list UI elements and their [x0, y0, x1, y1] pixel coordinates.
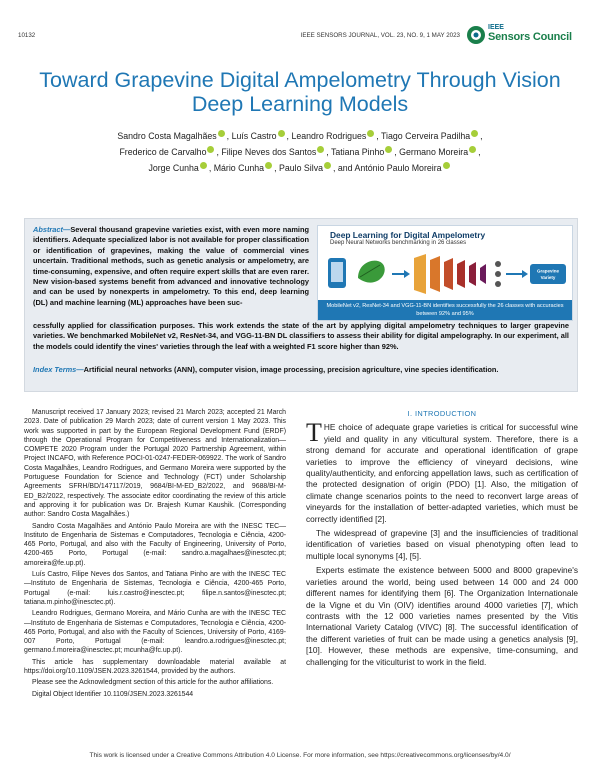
orcid-icon[interactable] — [469, 146, 476, 153]
leaf-icon — [358, 261, 385, 283]
author: Filipe Neves dos Santos — [221, 146, 317, 157]
abstract-text-top — [33, 225, 309, 308]
footnote-column — [24, 408, 286, 701]
intro-paragraph-1 — [306, 418, 578, 525]
affiliation-note: Luís Castro, Filipe Neves dos Santos, and Tatiana Pinho are with the INESC TEC—Instituto de Engenharia de Sistemas, Tecnologia e Ciência, 4200-465 Porto, Portugal (e-mail: luis.r.castro@inesctec.pt; filipe.n.santos@inesctec.pt; tatiana.m.pinho@inesctec.pt). — [24, 571, 286, 606]
paper-title: Toward Grapevine Digital Ampelometry Through Vision Deep Learning Models — [39, 68, 561, 116]
layer-block — [469, 262, 476, 286]
layer-block — [444, 258, 453, 290]
abstract-label: Abstract— — [33, 225, 71, 234]
abstract-body-2: cessfully applied for classification purposes. This work extends the state of the art by applying digital ampelometry techniques to larger grapevine varieties. We benchmarked MobileNet v2, ResNet-34, and VGG-11-BN DL classifiers to assess their ability for digital ampelography. In our experiment, all the models could identify the vines' varieties through the leaf with a weighted F1 score higher than 92%. — [33, 321, 569, 351]
logo-mark-icon — [466, 24, 486, 46]
author: Germano Moreira — [399, 146, 469, 157]
network-diagram — [318, 248, 572, 302]
orcid-icon[interactable] — [218, 130, 225, 137]
orcid-icon[interactable] — [207, 146, 214, 153]
doi-note: Digital Object Identifier 10.1109/JSEN.2023.3261544 — [32, 690, 194, 698]
orcid-icon[interactable] — [367, 130, 374, 137]
graphical-abstract — [317, 225, 573, 321]
author: Luís Castro — [231, 130, 277, 141]
logo-text-council: Sensors Council — [488, 31, 572, 43]
dropcap: T — [306, 418, 322, 448]
license-footer: This work is licensed under a Creative Commons Attribution 4.0 License. For more information, see https://creativecommons.org/licenses/by/4.0/ — [89, 752, 511, 759]
section-heading: I. INTRODUCTION — [407, 409, 477, 418]
orcid-icon[interactable] — [471, 130, 478, 137]
orcid-icon[interactable] — [324, 162, 331, 169]
introduction-column — [306, 408, 578, 671]
affiliation-note: Leandro Rodrigues, Germano Moreira, and Mário Cunha are with the INESC TEC—Instituto de Engenharia de Sistemas e Computadores, Tecnologia e Ciência, 4200-465 Porto, Portugal, and also with the Faculty of Sciences, University of Porto, 4169-007 Porto, Portugal (e-mail: leandro.a.rodrigues@inesctec.pt; germano.f.moreira@inesctec.pt; mcunha@fc.up.pt). — [24, 610, 286, 655]
layer-block — [430, 256, 440, 292]
intro-p1-text: HE choice of adequate grape varieties is critical for successful wine yield and quality in any viticultural system. Therefore, there is a strong demand for accurate and operational identification of grape varieties to improve the efficiency of vineyard decisions, wine quality/authenticity, and enforcing appellation laws, such as certification of the protected designation of origin (PDO) [1]. Also, the mitigation of climate change scenarios points to the need to reconvert large areas of vineyards for the installation of better-adapted varieties, which must be correctly identified [2]. — [306, 422, 578, 524]
output-box — [530, 264, 566, 284]
layer-block — [457, 260, 465, 288]
output-label-line2: Variety — [540, 275, 556, 280]
layer-block — [414, 254, 426, 294]
author: Leandro Rodrigues — [291, 130, 367, 141]
acknowledgment-note: Please see the Acknowledgment section of this article for the author affiliations. — [32, 679, 274, 687]
index-terms-label: Index Terms— — [33, 365, 84, 374]
page-header — [18, 24, 582, 52]
intro-paragraph-2: The widespread of grapevine [3] and the insufficiencies of traditional identification of varieties based on visual phenotyping often lead to multiple local synonyms [4], [5]. — [306, 528, 578, 561]
author: Sandro Costa Magalhães — [117, 130, 217, 141]
supplementary-note: This article has supplementary downloadable material available at https://doi.org/10.1109/JSEN.2023.3261544, provided by the authors. — [24, 658, 286, 676]
author: Jorge Cunha — [148, 162, 199, 173]
node-dot — [495, 271, 501, 277]
output-label-line1: Grapevine — [536, 268, 560, 274]
node-dot — [495, 261, 501, 267]
author: Tatiana Pinho — [330, 146, 385, 157]
page-number: 10132 — [18, 32, 36, 39]
layer-block — [480, 264, 486, 284]
journal-citation: IEEE SENSORS JOURNAL, VOL. 23, NO. 9, 1 MAY 2023 — [300, 32, 460, 39]
orcid-icon[interactable] — [317, 146, 324, 153]
orcid-icon[interactable] — [443, 162, 450, 169]
author: Paulo Silva — [278, 162, 323, 173]
abstract-body-1: Several thousand grapevine varieties exist, with even more naming identifiers. Adequate specialized labor is not available for proper classification or identification of grapevines, making the value of commercial vines uncertain. Traditional methods, such as genetic analysis or ampelometry, are time-consuming, expensive, and often require expert skills that are even rarer. New vision-based systems benefit from advanced and innovative technology and can be used by nonexperts in ampelometry. To this end, deep learning (DL) and machine learning (ML) approaches have been suc- — [33, 225, 309, 307]
manuscript-note: Manuscript received 17 January 2023; revised 21 March 2023; accepted 21 March 2023. Date of publication 29 March 2023; date of current version 1 May 2023. This work was supported in part by the European Regional Development Fund (ERDF) through the Operational Program for Competitiveness and Internationalization—COMPETE 2020 Program under the Portugal 2020 Partnership Agreement, within Project INCAFO, with Reference POCI-01-0247-FEDER-069922. The work of Sandro Costa Magalhães, Leandro Rodrigues, and Germano Moreira were supported by the Portuguese Foundation for Science and Technology (FCT) under Scholarship Agreements SFRH/BD/147117/2019, 9684/BI-M-ED_B2/2022, and 9688/BI-M-ED_B2/2022, respectively. The associate editor coordinating the review of this article and approving it for publication was Dr. Brajesh Kumar Kaushik. (Corresponding author: Sandro Costa Magalhães.) — [24, 409, 286, 519]
author: and António Paulo Moreira — [337, 162, 442, 173]
logo-text-ieee: IEEE — [488, 24, 504, 31]
intro-paragraph-3: Experts estimate the existence between 5000 and 8000 grapevine's varieties around the world, being used between 14 000 and 24 000 different names for identifying them [6]. The Organization Internationale de la Vigne et du Vin (OIV) identifies around 4000 varieties [7], which contrasts with the 12 000 varieties names presented by the Vitis International Variety Catalog (VIVC) [8]. The successful identification of the different varieties of fruit can be made using a genetics analysis [9], [10]. However, these methods are expensive, time-consuming, and challenging for the viticulturist to work in the field. — [306, 565, 578, 667]
orcid-icon[interactable] — [278, 130, 285, 137]
affiliation-note: Sandro Costa Magalhães and António Paulo Moreira are with the INESC TEC—Instituto de Engenharia de Sistemas e Computadores, Tecnologia e Ciência, 4200-465 Porto, Portugal, and also with the Faculty of Engineering, University of Porto, 4200-465 Porto, Portugal (e-mail: sandro.a.magalhaes@inesctec.pt; amoreira@fe.up.pt). — [24, 522, 286, 567]
sensors-council-logo — [466, 24, 578, 50]
orcid-icon[interactable] — [385, 146, 392, 153]
node-dot — [495, 281, 501, 287]
graphic-subtitle: Deep Neural Networks benchmarking in 26 classes — [330, 240, 467, 246]
author: Mário Cunha — [213, 162, 265, 173]
index-terms-text: Artificial neural networks (ANN), computer vision, image processing, precision agriculture, vine species identification. — [83, 365, 499, 374]
index-terms — [33, 365, 569, 375]
author-list: Sandro Costa Magalhães , Luís Castro , Leandro Rodrigues , Tiago Cerveira Padilha , Frederico de Carvalho , Filipe Neves dos Santos , Tatiana Pinho , Germano Moreira , Jorge Cunha , Mário Cunha , Paulo Silva , and António Paulo Moreira — [117, 130, 483, 173]
graphic-title: Deep Learning for Digital Ampelometry — [330, 230, 486, 240]
orcid-icon[interactable] — [265, 162, 272, 169]
graphic-caption: MobileNet v2, ResNet-34 and VGG-11-BN identifies successfully the 26 classes with accuracies between 92% and 95% — [318, 300, 572, 320]
orcid-icon[interactable] — [200, 162, 207, 169]
author: Frederico de Carvalho — [119, 146, 207, 157]
author: Tiago Cerveira Padilha — [381, 130, 471, 141]
abstract-box — [24, 218, 578, 392]
